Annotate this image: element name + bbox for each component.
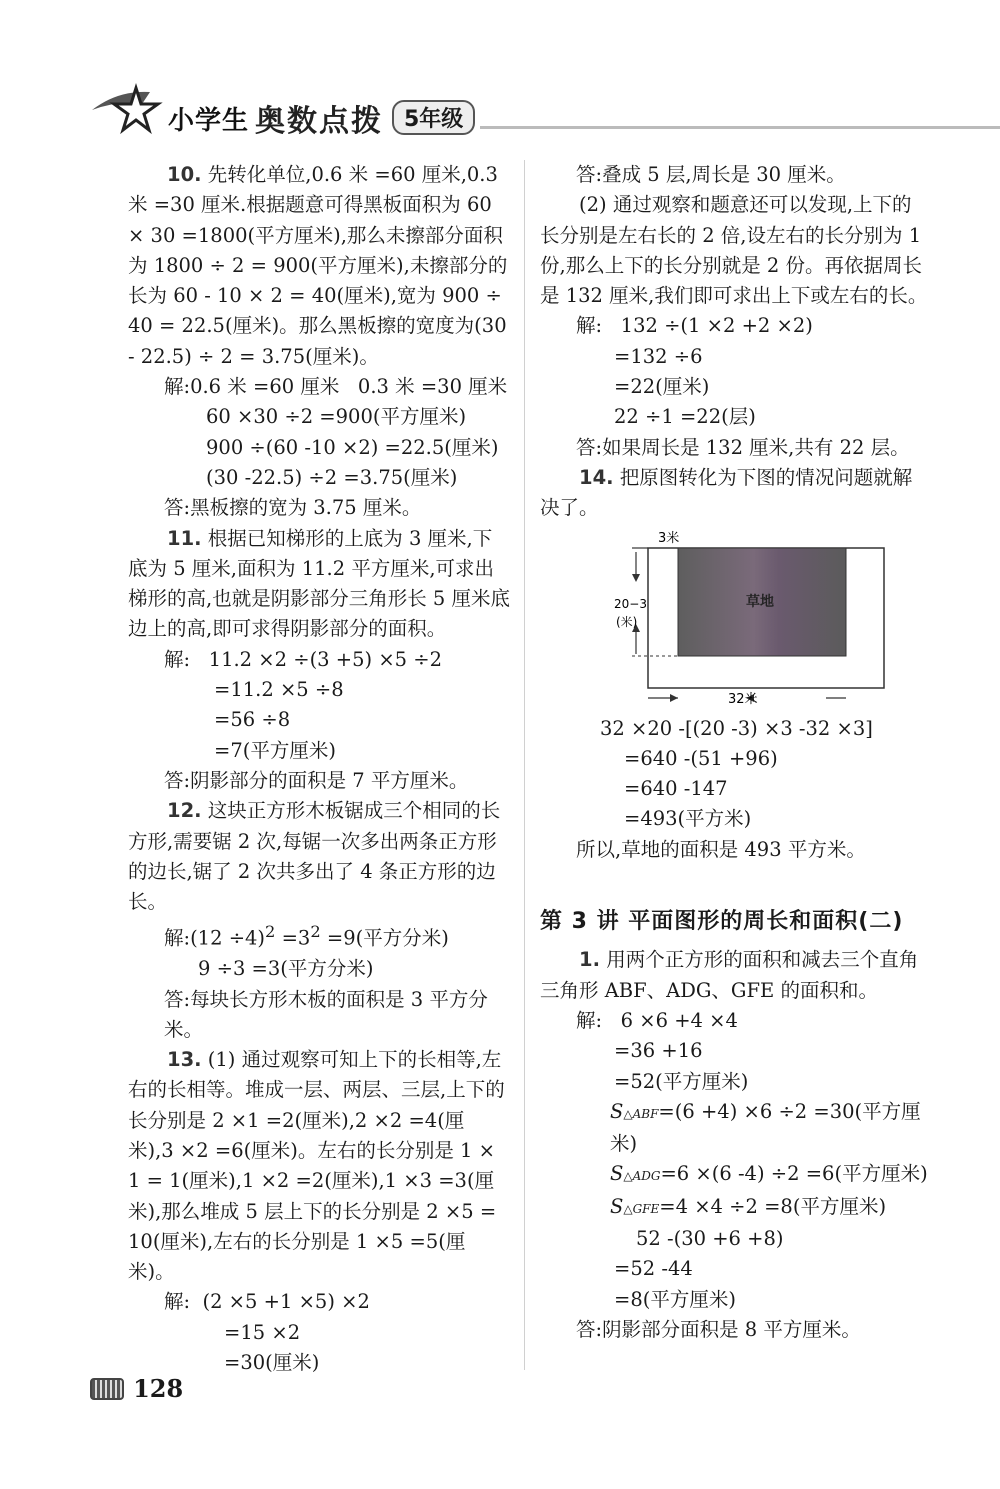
q13-solution-line: 解: (2 ×5 +1 ×5) ×2 [164, 1290, 370, 1314]
q12-solution-line: 9 ÷3 =3(平方分米) [198, 957, 374, 981]
question-number: 14. [579, 465, 614, 489]
q14-answer: 所以,草地的面积是 493 平方米。 [576, 837, 866, 861]
s3-q1-answer: 答:阴影部分面积是 8 平方厘米。 [576, 1317, 861, 1341]
arrow-head [670, 694, 678, 702]
question-number: 13. [167, 1048, 202, 1072]
q12-solution-line: 解:(12 $\div 4)^2 =3^2 =9$(平方分米) [164, 922, 449, 950]
arrow-head [632, 574, 640, 582]
q13-explanation: 13. (1) 通过观察可知上下的长相等,左右的长相等。堆成一层、两层、三层,上下的长分别是 2 ×1 =2(厘米),2 ×2 =4(厘米),3 ×2 =6(厘米)。左右的长分别是 1 × 1 = 1(厘米),1 ×2 =2(厘米),1 ×3 =3(厘米),那么堆成 5 层上下的长分别是 2 ×5 = 10(厘米),左右的长分别是 1 ×5 =5(厘米)。 [128, 1048, 505, 1284]
s3-q1-solution-line: 解: 6 ×6 +4 ×4 [576, 1008, 738, 1032]
q12-answer: 答:每块长方形木板的面积是 3 平方分米。 [164, 987, 488, 1041]
superscript: 2 [310, 922, 321, 942]
superscript: 2 [265, 922, 276, 942]
s3-q1-solution-line: 52 -(30 +6 +8) [636, 1227, 784, 1251]
question-number: 10. [167, 163, 202, 186]
s3-q1-triangle-abf: S△ABF=(6 +4) ×6 ÷2 =30(平方厘米) [610, 1099, 921, 1156]
series-title: 奥数点拨 [255, 104, 383, 139]
q13-solution-line: =132 ÷6 [614, 344, 703, 368]
page-number: 128 [133, 1374, 184, 1403]
s3-q1-solution-line: =36 +16 [614, 1039, 703, 1063]
q13-answer-1: 答:叠成 5 层,周长是 30 厘米。 [576, 163, 846, 186]
q14-explanation: 14. 把原图转化为下图的情况问题就解决了。 [540, 465, 913, 520]
q10-solution-line: 解:0.6 米 =60 厘米 0.3 米 =30 厘米 [164, 375, 508, 399]
q13-solution-line: 解: 132 ÷(1 ×2 +2 ×2) [576, 314, 813, 338]
left-column [128, 160, 510, 1378]
question-number: 1. [579, 948, 600, 972]
section-title: 第 3 讲 平面图形的周长和面积(二) [540, 909, 904, 935]
q11-answer: 答:阴影部分的面积是 7 平方厘米。 [164, 768, 469, 792]
top-dimension-label: 3米 [658, 530, 680, 546]
lawn-label: 草地 [746, 593, 774, 610]
book-icon [90, 1378, 124, 1400]
star-logo-icon [88, 82, 168, 142]
q14-solution-line: 32 ×20 -[(20 -3) ×3 -32 ×3] [600, 716, 873, 740]
q13-solution-line: =22(厘米) [614, 375, 710, 399]
q14-solution-line: =493(平方米) [624, 807, 752, 831]
q13-answer-2: 答:如果周长是 132 厘米,共有 22 层。 [576, 435, 910, 459]
q10-solution-line: (30 -22.5) ÷2 =3.75(厘米) [206, 465, 458, 489]
q13-solution-line: =15 ×2 [224, 1320, 301, 1344]
question-number: 12. [167, 799, 202, 823]
s3-q1-explanation: 1. 用两个正方形的面积和减去三个直角三角形 ABF、ADG、GFE 的面积和。 [540, 948, 919, 1002]
q11-solution-line: =56 ÷8 [214, 708, 291, 732]
q11-explanation: 11. 根据已知梯形的上底为 3 厘米,下底为 5 厘米,面积为 11.2 平方厘米,可求出梯形的高,也就是阴影部分三角形长 5 厘米底边上的高,即可求得阴影部分的面积。 [128, 526, 511, 641]
column-divider [524, 160, 525, 1370]
s3-q1-solution-line: =52(平方厘米) [614, 1069, 749, 1093]
q14-solution-line: =640 -147 [624, 777, 728, 801]
q10-explanation: 10. 先转化单位,0.6 米 =60 厘米,0.3 米 =30 厘米.根据题意可得黑板面积为 60 × 30 =1800(平方厘米),那么未擦部分面积为 1800 ÷ 2 = 900(平方厘米),未擦部分的长为 60 - 10 × 2 = 40(厘米),宽为 900 ÷ 40 = 22.5(厘米)。那么黑板擦的宽度为(30 - 22.5) ÷ 2 = 3.75(厘米)。 [128, 163, 508, 368]
header-rule [480, 126, 1000, 129]
right-column [540, 160, 930, 1345]
question-number: 11. [167, 526, 202, 550]
q13-solution-line: =30(厘米) [224, 1351, 320, 1375]
s3-q1-triangle-gfe: S△GFE=4 ×4 ÷2 =8(平方厘米) [610, 1194, 887, 1218]
q10-solution-line: 900 ÷(60 -10 ×2) =22.5(厘米) [206, 435, 499, 459]
s3-q1-solution-line: =8(平方厘米) [614, 1287, 736, 1311]
s3-q1-triangle-adg: S△ADG=6 ×(6 -4) ÷2 =6(平方厘米) [610, 1162, 928, 1186]
left-dimension-unit: (米) [616, 614, 638, 629]
page-header [0, 0, 1000, 160]
s3-q1-solution-line: =52 -44 [614, 1257, 693, 1281]
bottom-dimension-label: 32米 [728, 691, 758, 707]
page-footer [90, 1374, 183, 1403]
q10-solution-line: 60 ×30 ÷2 =900(平方厘米) [206, 405, 467, 429]
q11-solution-line: =7(平方厘米) [214, 738, 336, 762]
q13-solution-line: 22 ÷1 =22(层) [614, 405, 756, 429]
q10-answer: 答:黑板擦的宽为 3.75 厘米。 [164, 496, 422, 520]
lawn-diagram-svg [540, 530, 930, 710]
q13-part2-explanation: (2) 通过观察和题意还可以发现,上下的长分别是左右长的 2 倍,设左右的长分别为 1 份,那么上下的长分别就是 2 份。再依据周长是 132 厘米,我们即可求出上下或左右的长。 [540, 193, 928, 308]
left-dimension-label: 20−3 [614, 596, 647, 611]
brand-name: 小学生 [168, 106, 250, 136]
q12-explanation: 12. 这块正方形木板锯成三个相同的长方形,需要锯 2 次,每锯一次多出两条正方形的边长,锯了 2 次共多出了 4 条正方形的边长。 [128, 799, 501, 914]
grade-badge: 5年级 [392, 100, 475, 135]
q14-solution-line: =640 -(51 +96) [624, 746, 778, 770]
q11-solution-line: =11.2 ×5 ÷8 [214, 678, 344, 702]
q11-solution-line: 解: 11.2 ×2 ÷(3 +5) ×5 ÷2 [164, 647, 443, 671]
lawn-diagram [540, 530, 930, 710]
